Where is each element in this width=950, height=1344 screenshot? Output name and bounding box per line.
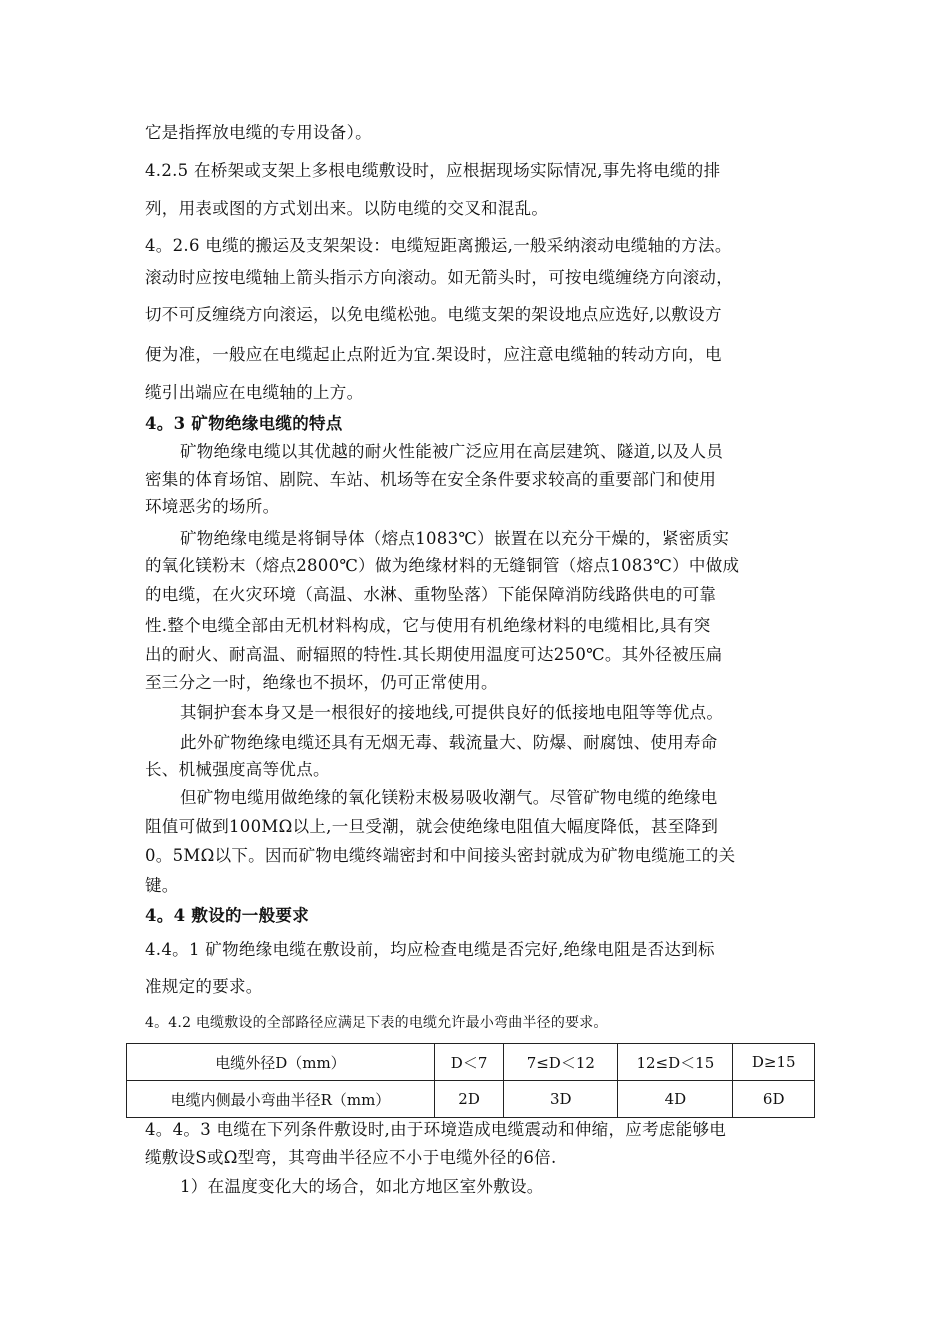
text-line: 4.4。1 矿物绝缘电缆在敷设前，均应检查电缆是否完好,绝缘电阻是否达到标 — [145, 940, 715, 959]
text-line: 4。4。3 电缆在下列条件敷设时,由于环境造成电缆震动和伸缩，应考虑能够电 — [145, 1120, 727, 1139]
text-line: 出的耐火、耐高温、耐辐照的特性.其长期使用温度可达250℃。其外径被压扁 — [145, 645, 723, 664]
table-cell: 电缆外径D（mm） — [127, 1044, 435, 1081]
text-line: 1）在温度变化大的场合，如北方地区室外敷设。 — [180, 1177, 544, 1196]
text-line: 滚动时应按电缆轴上箭头指示方向滚动。如无箭头时，可按电缆缠绕方向滚动， — [145, 268, 733, 287]
text-line: 它是指挥放电缆的专用设备）。 — [145, 123, 372, 142]
text-line: 矿物绝缘电缆以其优越的耐火性能被广泛应用在高层建筑、隧道,以及人员 — [180, 442, 724, 461]
table-header-row — [127, 1044, 815, 1081]
text-line: 准规定的要求。 — [145, 977, 263, 996]
text-line: 阻值可做到100MΩ以上,一旦受潮，就会使绝缘电阻值大幅度降低，甚至降到 — [145, 817, 719, 836]
table-cell: 4D — [618, 1081, 733, 1118]
section-heading: 4。3 矿物绝缘电缆的特点 — [145, 414, 343, 433]
text-line: 便为准，一般应在电缆起止点附近为宜.架设时，应注意电缆轴的转动方向，电 — [145, 345, 722, 364]
bend-radius-table — [126, 1043, 815, 1118]
text-line: 矿物绝缘电缆是将铜导体（熔点1083℃）嵌置在以充分干燥的，紧密质实 — [180, 529, 730, 548]
table-cell: 2D — [434, 1081, 503, 1118]
text-line: 0。5MΩ以下。因而矿物电缆终端密封和中间接头密封就成为矿物电缆施工的关 — [145, 846, 736, 865]
text-line: 性.整个电缆全部由无机材料构成，它与使用有机绝缘材料的电缆相比,具有突 — [145, 616, 711, 635]
table-cell: 电缆内侧最小弯曲半径R（mm） — [127, 1081, 435, 1118]
text-line: 其铜护套本身又是一根很好的接地线,可提供良好的低接地电阻等等优点。 — [180, 703, 724, 722]
table-cell: 7≤D＜12 — [504, 1044, 618, 1081]
text-line: 环境恶劣的场所。 — [145, 497, 280, 516]
text-line: 4。2.6 电缆的搬运及支架架设：电缆短距离搬运,一般采纳滚动电缆轴的方法。 — [145, 236, 732, 255]
table-cell: 12≤D＜15 — [618, 1044, 733, 1081]
text-line: 4。4.2 电缆敷设的全部路径应满足下表的电缆允许最小弯曲半径的要求。 — [145, 1015, 608, 1031]
text-line: 密集的体育场馆、剧院、车站、机场等在安全条件要求较高的重要部门和使用 — [145, 470, 717, 489]
text-line: 长、机械强度高等优点。 — [145, 760, 330, 779]
table-cell: 3D — [504, 1081, 618, 1118]
table-cell: 6D — [733, 1081, 815, 1118]
table-row — [127, 1081, 815, 1118]
text-line: 列，用表或图的方式划出来。以防电缆的交叉和混乱。 — [145, 199, 549, 218]
text-line: 4.2.5 在桥架或支架上多根电缆敷设时，应根据现场实际情况,事先将电缆的排 — [145, 161, 721, 180]
text-line: 的氧化镁粉末（熔点2800℃）做为绝缘材料的无缝铜管（熔点1083℃）中做成 — [145, 556, 740, 575]
text-line: 但矿物电缆用做绝缘的氧化镁粉末极易吸收潮气。尽管矿物电缆的绝缘电 — [180, 788, 718, 807]
text-line: 的电缆，在火灾环境（高温、水淋、重物坠落）下能保障消防线路供电的可靠 — [145, 585, 717, 604]
section-heading: 4。4 敷设的一般要求 — [145, 906, 310, 925]
table-cell: D＜7 — [434, 1044, 503, 1081]
text-line: 缆敷设S或Ω型弯，其弯曲半径应不小于电缆外径的6倍. — [145, 1148, 557, 1167]
text-line: 键。 — [145, 876, 179, 895]
text-line: 切不可反缠绕方向滚运，以免电缆松弛。电缆支架的架设地点应选好,以敷设方 — [145, 305, 722, 324]
text-line: 缆引出端应在电缆轴的上方。 — [145, 383, 364, 402]
text-line: 至三分之一时，绝缘也不损坏，仍可正常使用。 — [145, 673, 498, 692]
table-cell: D≥15 — [733, 1044, 815, 1081]
text-line: 此外矿物绝缘电缆还具有无烟无毒、载流量大、防爆、耐腐蚀、使用寿命 — [180, 733, 718, 752]
